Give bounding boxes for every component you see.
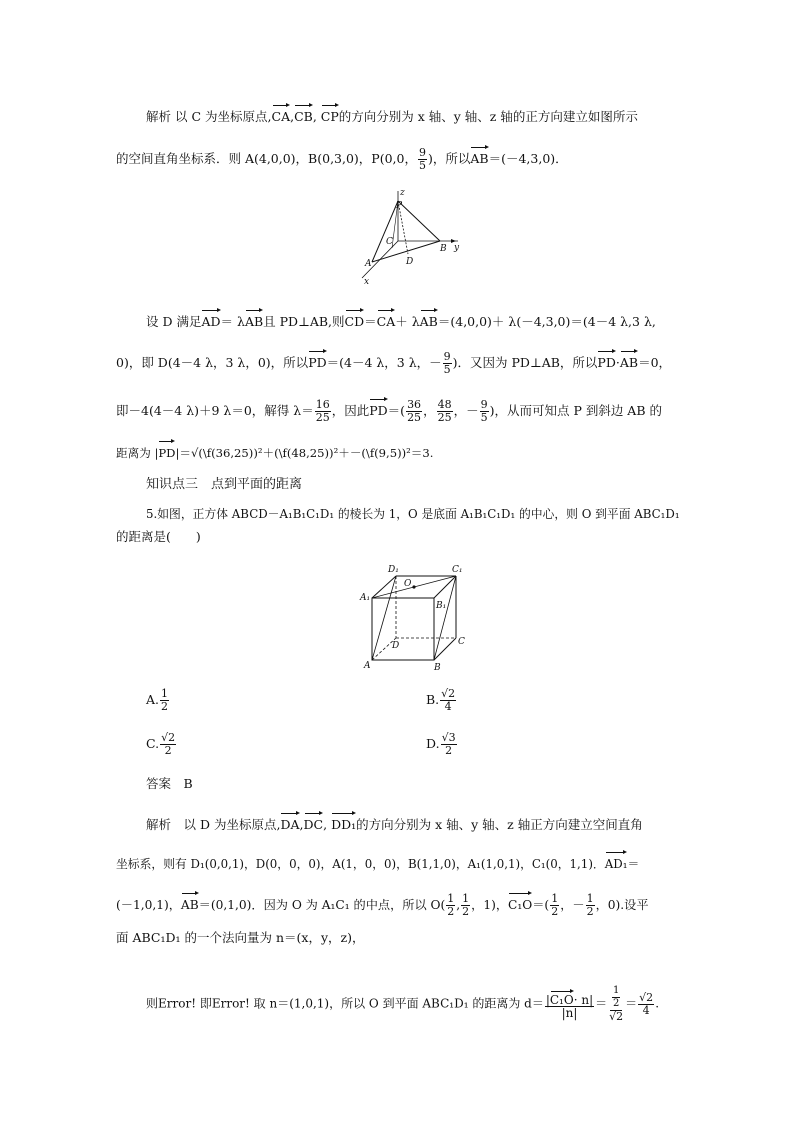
option-c[interactable]: C. $\frac{√2}{2}$ — [146, 731, 176, 757]
cube-label-a: A — [364, 661, 371, 671]
section-heading: 知识点三 点到平面的距离 — [146, 477, 303, 492]
sol1-label: 解析 — [146, 109, 172, 124]
fig1-label-a: A — [365, 259, 372, 269]
fig1-label-x: x — [364, 277, 370, 286]
fig1-label-d: D — [406, 257, 414, 267]
fig1-label-z: z — [400, 188, 405, 198]
q5-stem-line-2: 的距离是( ) — [116, 529, 201, 544]
sol1-line-2: 的空间直角坐标系．则 A(4,0,0)，B(0,3,0)，P(0,0， $\frac{9}{5}$ )，所以AB＝(－4,3,0)． — [116, 146, 568, 172]
sol2-line-2: 坐标系，则有 D₁(0,0,1)，D(0，0，0)，A(1，0，0)，B(1,1,0)，A₁(1,0,1)，C₁(0，1,1)．AD₁＝ — [116, 851, 639, 873]
option-b[interactable]: B. $\frac{√2}{4}$ — [426, 687, 456, 713]
sol2-line-5: 则Error! 即Error! 取 n＝(1,0,1)，所以 O 到平面 ABC₁D₁ 的距离为 d＝ $\frac{\text{|C₁O· n|}}{|n|}$ ＝ $\frac{\frac{1}{2}}{√2}$ ＝ $\frac{√2}{4}$ . — [146, 985, 660, 1023]
cube-label-o: O — [404, 579, 412, 589]
fig1-label-c: C — [386, 237, 393, 247]
sol2-line-1: 解析 以 D 为坐标原点,DA,DC, DD₁的方向分别为 x 轴、y 轴、z 轴正方向建立空间直角 — [146, 812, 643, 834]
option-a[interactable]: A. $\frac{1}{2}$ — [146, 687, 169, 713]
cube-label-c: C — [458, 637, 465, 647]
sol2-line-3: (－1,0,1)，AB＝(0,1,0)．因为 O 为 A₁C₁ 的中点，所以 O( $\frac{1}{2}$ , $\frac{1}{2}$ ，1)，C₁O＝( $\frac{1}{2}$ ，－ $\frac{1}{2}$ ，0).设平 — [116, 892, 649, 918]
fig1-label-y: y — [454, 243, 460, 253]
answer-label: 答案 — [146, 776, 172, 791]
sol1-line-6: 距离为 |PD|＝√(\f(36,25))²＋(\f(48,25))²＋－(\f(9,5))²＝3. — [116, 440, 433, 462]
sol2-line-4: 面 ABC₁D₁ 的一个法向量为 n＝(x，y，z)， — [116, 930, 365, 945]
answer-line — [146, 775, 193, 793]
cube-label-b: B — [434, 663, 441, 673]
sol1-line-3: 设 D 满足AD＝ λAB且 PD⊥AB,则CD＝CA＋ λAB＝(4,0,0)＋ λ(－4,3,0)＝(4－4 λ,3 λ, — [146, 309, 656, 331]
cube-label-d1: D₁ — [388, 565, 399, 575]
fig1-label-p: P — [396, 201, 403, 211]
option-d[interactable]: D. $\frac{√3}{2}$ — [426, 731, 456, 757]
q5-stem-line-1: 5.如图，正方体 ABCD－A₁B₁C₁D₁ 的棱长为 1，O 是底面 A₁B₁C₁D₁ 的中心，则 O 到平面 ABC₁D₁ — [146, 507, 680, 521]
cube-label-b1: B₁ — [436, 601, 447, 611]
sol1-line-5: 即－4(4－4 λ)＋9 λ＝0，解得 λ＝ $\frac{16}{25}$ ，因此PD＝( $\frac{36}{25}$ ， $\frac{48}{25}$ ，－ $\frac{9}{5}$ )，从而可知点 P 到斜边 AB 的 — [116, 398, 662, 424]
cube-figure — [352, 560, 472, 675]
fig1-label-b: B — [440, 244, 447, 254]
sol1-line-4: 0)，即 D(4－4 λ，3 λ，0)，所以PD＝(4－4 λ，3 λ，－ $\frac{9}{5}$ )．又因为 PD⊥AB，所以PD·AB＝0， — [116, 350, 672, 376]
tetrahedron-figure — [350, 186, 470, 286]
sol1-line-1: 解析 以 C 为坐标原点,CA,CB, CP的方向分别为 x 轴、y 轴、z 轴的正方向建立如图所示 — [146, 104, 638, 126]
answer-value: B — [183, 776, 193, 791]
cube-label-a1: A₁ — [360, 593, 371, 603]
cube-label-c1: C₁ — [452, 565, 463, 575]
cube-label-d: D — [392, 641, 400, 651]
